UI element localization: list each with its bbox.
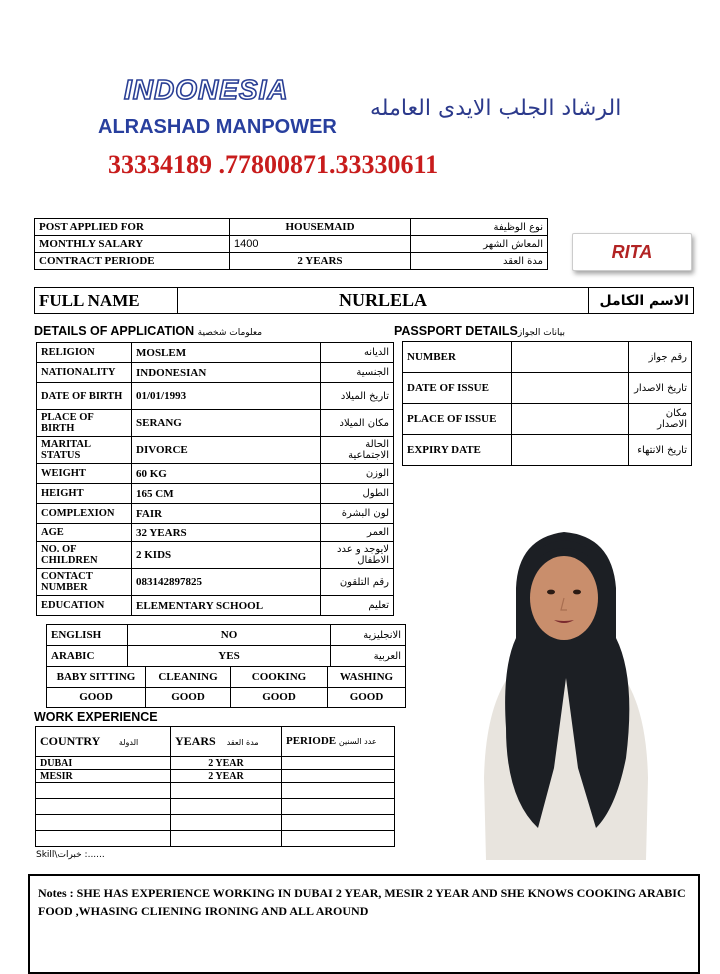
details-label: PLACE OF BIRTH — [37, 410, 132, 437]
skill-header-cooking: COOKING — [231, 667, 328, 688]
language-table — [46, 624, 406, 667]
passport-row — [403, 435, 692, 466]
details-row — [37, 437, 394, 464]
full-name-value: NURLELA — [178, 288, 589, 314]
details-value: FAIR — [132, 504, 321, 524]
work-header-country-ar: الدولة — [118, 738, 139, 747]
work-years: 2 YEAR — [171, 770, 282, 783]
post-label: POST APPLIED FOR — [35, 219, 230, 236]
skill-header-cleaning: CLEANING — [146, 667, 231, 688]
details-label-ar: تاريخ الميلاد — [321, 383, 394, 410]
work-row — [36, 815, 395, 831]
details-row — [37, 542, 394, 569]
work-row — [36, 770, 395, 783]
work-years — [171, 799, 282, 815]
work-country: DUBAI — [36, 757, 171, 770]
salary-value: 1400 — [230, 236, 411, 253]
work-header-years — [171, 727, 282, 757]
country-title: INDONESIA — [124, 74, 289, 105]
details-row — [37, 410, 394, 437]
work-row — [36, 799, 395, 815]
details-label: COMPLEXION — [37, 504, 132, 524]
details-label-ar: الديانه — [321, 343, 394, 363]
work-periode — [282, 770, 395, 783]
arabic-value: YES — [128, 646, 331, 667]
details-label: AGE — [37, 524, 132, 542]
work-row — [36, 757, 395, 770]
work-header-country-en: COUNTRY — [40, 734, 100, 748]
details-label-ar: الوزن — [321, 464, 394, 484]
details-value: MOSLEM — [132, 343, 321, 363]
passport-label: EXPIRY DATE — [403, 435, 512, 466]
agency-name-ar: الرشاد الجلب الايدى العامله — [370, 96, 622, 121]
details-table — [36, 342, 394, 616]
passport-label: PLACE OF ISSUE — [403, 404, 512, 435]
work-periode — [282, 783, 395, 799]
skill-value-washing: GOOD — [328, 687, 406, 708]
details-value: SERANG — [132, 410, 321, 437]
details-label-ar: الطول — [321, 484, 394, 504]
work-years — [171, 815, 282, 831]
notes-box — [28, 874, 700, 974]
details-label: RELIGION — [37, 343, 132, 363]
work-header-years-ar: مدة العقد — [226, 738, 259, 747]
code-badge: RITA — [572, 233, 692, 271]
work-experience-title: WORK EXPERIENCE — [34, 710, 158, 724]
work-periode — [282, 799, 395, 815]
details-value: 2 KIDS — [132, 542, 321, 569]
details-row — [37, 363, 394, 383]
phone-numbers: 33334189 .77800871.33330611 — [108, 150, 439, 179]
work-header-periode-ar: عدد السنين — [338, 737, 377, 746]
details-label: EDUCATION — [37, 596, 132, 616]
details-value: 01/01/1993 — [132, 383, 321, 410]
details-row — [37, 343, 394, 363]
details-label: MARITAL STATUS — [37, 437, 132, 464]
passport-row — [403, 404, 692, 435]
post-table — [34, 218, 548, 270]
passport-label: DATE OF ISSUE — [403, 373, 512, 404]
details-row — [37, 596, 394, 616]
skills-table — [46, 666, 406, 708]
passport-table — [402, 341, 692, 466]
work-periode — [282, 815, 395, 831]
details-label-ar: لون البشرة — [321, 504, 394, 524]
details-label: HEIGHT — [37, 484, 132, 504]
details-label: NO. OF CHILDREN — [37, 542, 132, 569]
applicant-photo — [466, 528, 662, 860]
details-value: 083142897825 — [132, 569, 321, 596]
details-title-en: DETAILS OF APPLICATION — [34, 324, 195, 338]
passport-label-ar: تاريخ الانتهاء — [629, 435, 692, 466]
salary-label-ar: المعاش الشهر — [411, 236, 548, 253]
skill-header-washing: WASHING — [328, 667, 406, 688]
full-name-label: FULL NAME — [35, 288, 178, 314]
work-row — [36, 831, 395, 847]
contract-label: CONTRACT PERIODE — [35, 253, 230, 270]
skill-value-cooking: GOOD — [231, 687, 328, 708]
details-row — [37, 464, 394, 484]
passport-value — [512, 404, 629, 435]
details-row — [37, 383, 394, 410]
work-years — [171, 831, 282, 847]
passport-label: NUMBER — [403, 342, 512, 373]
work-years — [171, 783, 282, 799]
work-header-periode — [282, 727, 395, 757]
details-label-ar: العمر — [321, 524, 394, 542]
notes-text — [38, 884, 690, 920]
details-label: WEIGHT — [37, 464, 132, 484]
work-header-periode-en: PERIODE — [286, 735, 337, 747]
details-label: CONTACT NUMBER — [37, 569, 132, 596]
passport-row — [403, 342, 692, 373]
passport-title-en: PASSPORT DETAILS — [394, 324, 518, 338]
passport-value — [512, 342, 629, 373]
details-title-ar: معلومات شخصية — [197, 328, 263, 338]
passport-title — [394, 324, 565, 338]
work-years: 2 YEAR — [171, 757, 282, 770]
full-name-label-ar: الاسم الكامل — [589, 288, 694, 314]
passport-value — [512, 435, 629, 466]
work-table — [35, 726, 395, 847]
skill-value-cleaning: GOOD — [146, 687, 231, 708]
post-label-ar: نوع الوظيفة — [411, 219, 548, 236]
skill-value-baby-sitting: GOOD — [47, 687, 146, 708]
work-row — [36, 783, 395, 799]
details-label-ar: الجنسية — [321, 363, 394, 383]
skill-line: Skill\خبرات :...... — [36, 850, 105, 860]
details-label: DATE OF BIRTH — [37, 383, 132, 410]
details-value: INDONESIAN — [132, 363, 321, 383]
agency-name-en: ALRASHAD MANPOWER — [98, 116, 337, 138]
details-label: NATIONALITY — [37, 363, 132, 383]
details-row — [37, 484, 394, 504]
work-country — [36, 815, 171, 831]
english-label: ENGLISH — [47, 625, 128, 646]
skill-header-baby-sitting: BABY SITTING — [47, 667, 146, 688]
details-label-ar: رقم التلقون — [321, 569, 394, 596]
details-label-ar: الحالة الاجتماعية — [321, 437, 394, 464]
work-periode — [282, 831, 395, 847]
details-row — [37, 504, 394, 524]
details-row — [37, 524, 394, 542]
passport-row — [403, 373, 692, 404]
details-value: DIVORCE — [132, 437, 321, 464]
english-label-ar: الانجليزية — [331, 625, 406, 646]
work-country: MESIR — [36, 770, 171, 783]
details-value: 165 CM — [132, 484, 321, 504]
salary-label: MONTHLY SALARY — [35, 236, 230, 253]
details-label-ar: مكان الميلاد — [321, 410, 394, 437]
passport-label-ar: مكان الاصدار — [629, 404, 692, 435]
details-value: ELEMENTARY SCHOOL — [132, 596, 321, 616]
contract-label-ar: مدة العقد — [411, 253, 548, 270]
work-periode — [282, 757, 395, 770]
work-header-years-en: YEARS — [175, 734, 216, 748]
notes-label: Notes : — [38, 886, 74, 900]
details-title — [34, 324, 262, 338]
contract-value: 2 YEARS — [230, 253, 411, 270]
post-value: HOUSEMAID — [230, 219, 411, 236]
full-name-table — [34, 287, 694, 314]
arabic-label: ARABIC — [47, 646, 128, 667]
passport-label-ar: رقم جواز — [629, 342, 692, 373]
details-label-ar: لايوجد و عدد الاطفال — [321, 542, 394, 569]
details-label-ar: تعليم — [321, 596, 394, 616]
details-value: 60 KG — [132, 464, 321, 484]
english-value: NO — [128, 625, 331, 646]
passport-value — [512, 373, 629, 404]
notes-content: SHE HAS EXPERIENCE WORKING IN DUBAI 2 YEAR, MESIR 2 YEAR AND SHE KNOWS COOKING ARABIC FOOD ,WHASING CLIENING IRONING AND ALL AROUND — [38, 886, 686, 918]
passport-label-ar: تاريخ الاصدار — [629, 373, 692, 404]
arabic-label-ar: العربية — [331, 646, 406, 667]
work-country — [36, 783, 171, 799]
work-country — [36, 799, 171, 815]
details-row — [37, 569, 394, 596]
work-header-country — [36, 727, 171, 757]
passport-title-ar: بيانات الجواز — [517, 328, 565, 338]
work-country — [36, 831, 171, 847]
details-value: 32 YEARS — [132, 524, 321, 542]
